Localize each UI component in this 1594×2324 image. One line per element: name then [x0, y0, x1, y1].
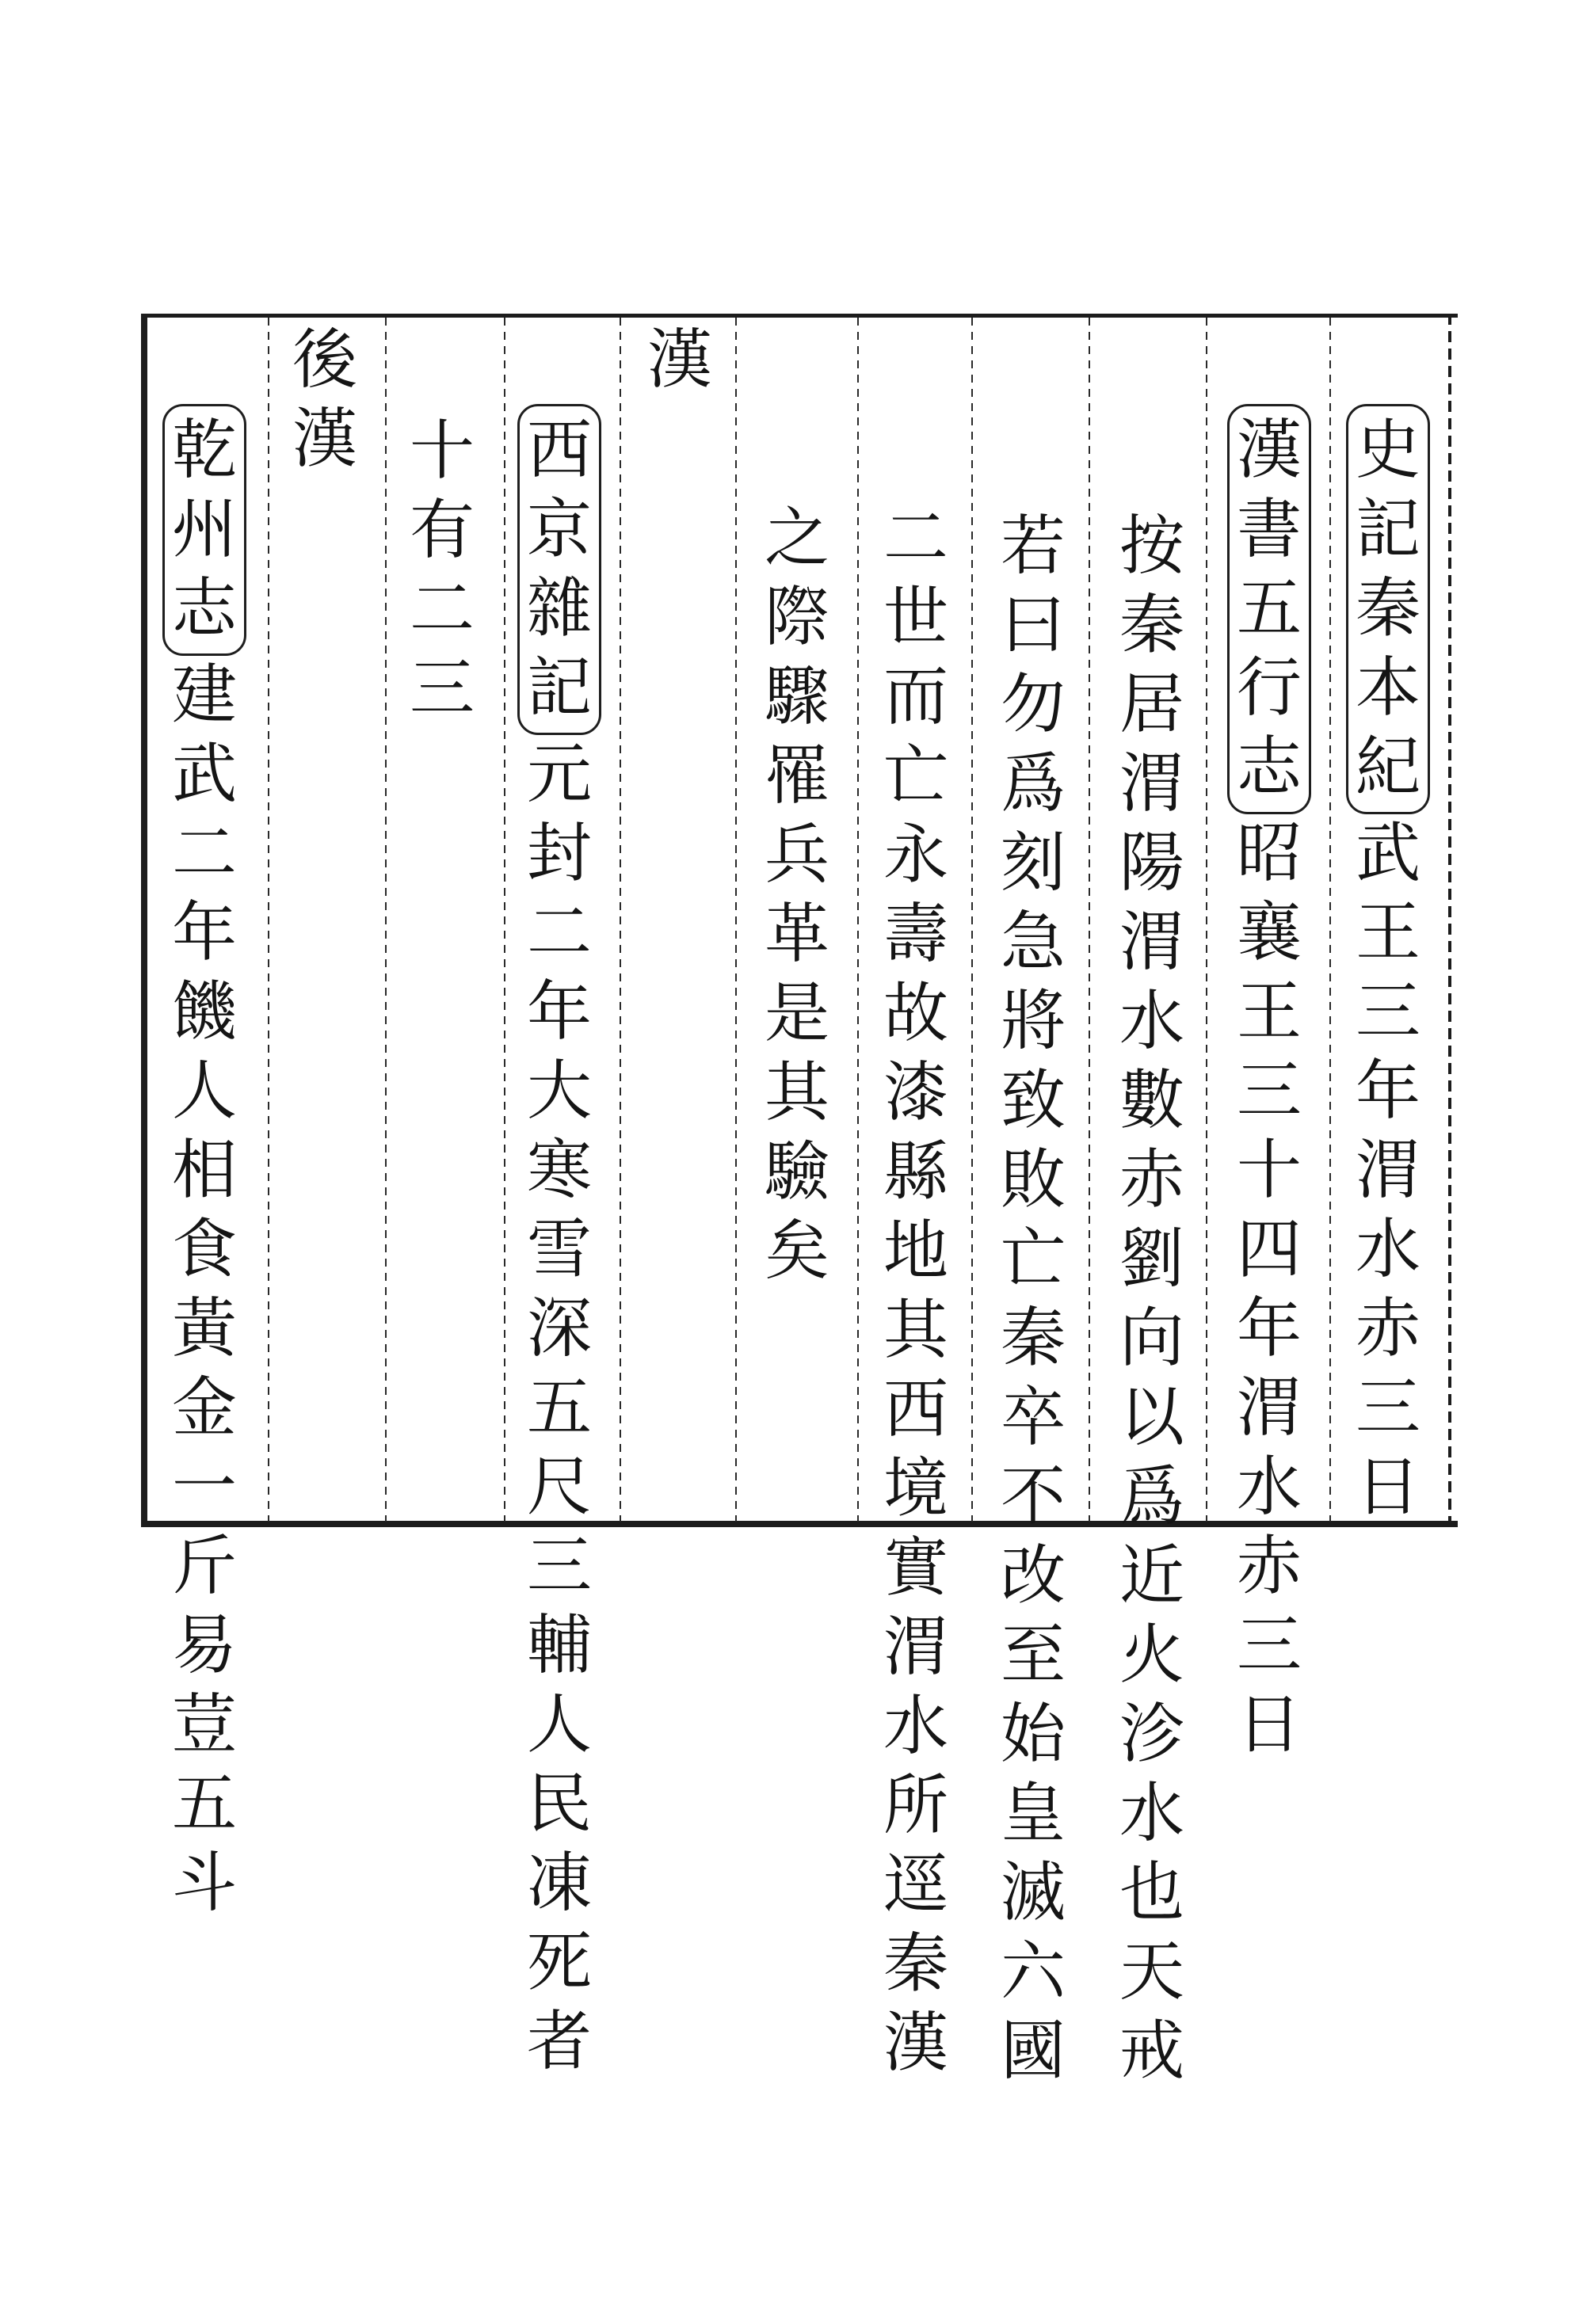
glyph: 漢	[883, 2006, 948, 2081]
text-column-2	[1220, 404, 1318, 1765]
glyph: 水	[1119, 984, 1184, 1059]
glyph: 紀	[1355, 730, 1420, 805]
glyph: 斗	[171, 1846, 237, 1921]
glyph: 爲	[1000, 746, 1066, 821]
glyph: 漢	[646, 322, 712, 398]
text-column-1	[1339, 404, 1437, 1527]
text-segment	[410, 412, 475, 729]
glyph: 刻	[1000, 825, 1066, 901]
glyph: 永	[883, 817, 948, 893]
glyph: 寒	[526, 1133, 592, 1208]
glyph: 荳	[171, 1687, 237, 1762]
glyph: 四	[1236, 1212, 1302, 1287]
glyph: 三	[1355, 1370, 1420, 1446]
glyph: 漆	[883, 1055, 948, 1130]
glyph: 食	[171, 1212, 237, 1287]
glyph: 金	[171, 1370, 237, 1446]
glyph: 居	[1119, 667, 1184, 742]
glyph: 驟	[764, 659, 829, 734]
glyph: 三	[526, 1529, 592, 1604]
glyph: 王	[1236, 974, 1302, 1050]
glyph: 故	[883, 976, 948, 1051]
glyph: 易	[171, 1608, 237, 1683]
glyph: 近	[1119, 1538, 1184, 1613]
glyph: 五	[526, 1370, 592, 1446]
glyph: 始	[1000, 1697, 1066, 1772]
glyph: 王	[1355, 895, 1420, 970]
glyph: 其	[764, 1055, 829, 1130]
glyph: 改	[1000, 1538, 1066, 1613]
glyph: 三	[1355, 974, 1420, 1050]
glyph: 縣	[883, 1134, 948, 1210]
glyph: 敗	[1000, 1142, 1066, 1217]
glyph: 渭	[1236, 1370, 1302, 1446]
glyph: 襄	[1236, 895, 1302, 970]
glyph: 致	[1000, 1063, 1066, 1138]
glyph: 雜	[526, 571, 592, 646]
glyph: 年	[1236, 1291, 1302, 1366]
glyph: 赤	[1119, 1142, 1184, 1217]
glyph: 水	[883, 1689, 948, 1764]
glyph: 陽	[1119, 825, 1184, 901]
glyph: 境	[883, 1451, 948, 1526]
glyph: 至	[1000, 1617, 1066, 1693]
glyph: 西	[526, 413, 592, 488]
text-column-10	[276, 321, 374, 479]
glyph: 亡	[1000, 1221, 1066, 1297]
glyph: 天	[1119, 1934, 1184, 2010]
glyph: 建	[171, 657, 237, 733]
glyph: 日	[1355, 1450, 1420, 1525]
glyph: 渭	[1119, 746, 1184, 821]
glyph: 記	[1355, 492, 1420, 567]
glyph: 一	[171, 1450, 237, 1525]
source-title-bracket	[1227, 404, 1311, 814]
glyph: 罹	[764, 738, 829, 813]
glyph: 兵	[764, 817, 829, 893]
glyph: 三	[1236, 1608, 1302, 1683]
glyph: 年	[171, 895, 237, 970]
glyph: 深	[526, 1291, 592, 1366]
glyph: 水	[1236, 1450, 1302, 1525]
glyph: 國	[1000, 2013, 1066, 2089]
glyph: 十	[409, 413, 475, 489]
glyph: 昭	[1236, 816, 1302, 891]
text-column-7	[631, 321, 729, 400]
glyph: 二	[526, 895, 592, 970]
glyph: 其	[883, 1293, 948, 1368]
glyph: 五	[1236, 571, 1302, 646]
glyph: 書	[1236, 492, 1302, 567]
glyph: 志	[1236, 730, 1302, 805]
glyph: 之	[764, 501, 829, 576]
glyph: 雪	[526, 1212, 592, 1287]
glyph: 二	[171, 816, 237, 891]
glyph: 輔	[526, 1608, 592, 1683]
glyph: 革	[764, 897, 829, 972]
glyph: 六	[1000, 1934, 1066, 2010]
glyph: 將	[1000, 984, 1066, 1059]
glyph: 勿	[1000, 667, 1066, 742]
text-column-9	[393, 412, 491, 729]
text-column-4	[984, 507, 1082, 2091]
glyph: 水	[1355, 1212, 1420, 1287]
glyph: 死	[526, 1925, 592, 2000]
glyph: 秦	[1355, 571, 1420, 646]
glyph: 史	[1355, 413, 1420, 488]
glyph: 志	[171, 571, 237, 646]
glyph: 渭	[1119, 905, 1184, 980]
glyph: 年	[526, 974, 592, 1050]
glyph: 不	[1000, 1459, 1066, 1534]
text-column-11	[155, 404, 254, 1923]
glyph: 所	[883, 1768, 948, 1843]
glyph: 封	[526, 816, 592, 891]
glyph: 滅	[1000, 1855, 1066, 1930]
glyph: 漢	[292, 402, 357, 477]
glyph: 三	[1236, 1053, 1302, 1129]
glyph: 人	[171, 1053, 237, 1129]
glyph: 凍	[526, 1846, 592, 1921]
glyph: 州	[171, 492, 237, 567]
glyph: 饑	[171, 974, 237, 1050]
glyph: 西	[883, 1372, 948, 1447]
glyph: 行	[1236, 650, 1302, 726]
glyph: 卒	[1000, 1380, 1066, 1455]
glyph: 矣	[764, 1213, 829, 1289]
glyph: 以	[1119, 1380, 1184, 1455]
source-title-bracket	[517, 404, 601, 735]
source-title-bracket	[162, 404, 246, 656]
text-column-5	[867, 499, 965, 2083]
glyph: 日	[1236, 1687, 1302, 1762]
glyph: 二	[883, 501, 948, 576]
glyph: 五	[171, 1766, 237, 1842]
glyph: 武	[171, 737, 237, 812]
glyph: 皇	[1000, 1776, 1066, 1851]
text-segment	[1119, 507, 1184, 2091]
text-column-8	[510, 404, 608, 2082]
glyph: 沴	[1119, 1697, 1184, 1772]
glyph: 渭	[1355, 1133, 1420, 1208]
glyph: 民	[526, 1766, 592, 1842]
text-segment	[1356, 814, 1420, 1527]
glyph: 曰	[1000, 588, 1066, 663]
glyph: 逕	[883, 1847, 948, 1922]
text-segment	[883, 499, 948, 2083]
glyph: 戒	[1119, 2013, 1184, 2089]
glyph: 乾	[171, 413, 237, 488]
glyph: 世	[883, 580, 948, 655]
glyph: 赤	[1236, 1529, 1302, 1604]
glyph: 爲	[1119, 1459, 1184, 1534]
glyph: 赤	[1355, 1291, 1420, 1366]
glyph: 是	[764, 976, 829, 1051]
glyph: 人	[526, 1687, 592, 1762]
glyph: 實	[883, 1530, 948, 1606]
glyph: 斤	[171, 1529, 237, 1604]
glyph: 急	[1000, 905, 1066, 980]
text-segment	[1237, 814, 1302, 1765]
glyph: 而	[883, 659, 948, 734]
glyph: 後	[292, 322, 357, 398]
glyph: 京	[526, 492, 592, 567]
glyph: 際	[764, 580, 829, 655]
glyph: 秦	[1119, 588, 1184, 663]
glyph: 元	[526, 737, 592, 812]
glyph: 黃	[171, 1291, 237, 1366]
glyph: 渭	[883, 1610, 948, 1685]
text-segment	[172, 656, 237, 1923]
glyph: 也	[1119, 1855, 1184, 1930]
glyph: 武	[1355, 816, 1420, 891]
text-segment	[527, 735, 592, 2082]
glyph: 二	[409, 572, 475, 647]
text-segment	[1001, 507, 1066, 2091]
glyph: 數	[1119, 1063, 1184, 1138]
glyph: 秦	[883, 1926, 948, 2002]
glyph: 十	[1236, 1133, 1302, 1208]
glyph: 若	[1000, 509, 1066, 584]
text-column-3	[1103, 507, 1201, 2091]
glyph: 尺	[526, 1450, 592, 1525]
glyph: 相	[171, 1133, 237, 1208]
glyph: 地	[883, 1213, 948, 1289]
text-column-6	[748, 499, 846, 1291]
glyph: 壽	[883, 897, 948, 972]
glyph: 者	[526, 2004, 592, 2079]
glyph: 向	[1119, 1301, 1184, 1376]
glyph: 驗	[764, 1134, 829, 1210]
glyph: 記	[526, 650, 592, 726]
text-segment	[765, 499, 829, 1291]
glyph: 秦	[1000, 1301, 1066, 1376]
glyph: 年	[1355, 1053, 1420, 1129]
glyph: 三	[409, 651, 475, 726]
source-title-bracket	[1346, 404, 1430, 814]
text-segment	[292, 321, 357, 479]
glyph: 按	[1119, 509, 1184, 584]
glyph: 劉	[1119, 1221, 1184, 1297]
glyph: 本	[1355, 650, 1420, 726]
glyph: 水	[1119, 1776, 1184, 1851]
glyph: 火	[1119, 1617, 1184, 1693]
glyph: 大	[526, 1053, 592, 1129]
text-segment	[647, 321, 712, 400]
glyph: 漢	[1236, 413, 1302, 488]
glyph: 亡	[883, 738, 948, 813]
glyph: 有	[409, 493, 475, 568]
